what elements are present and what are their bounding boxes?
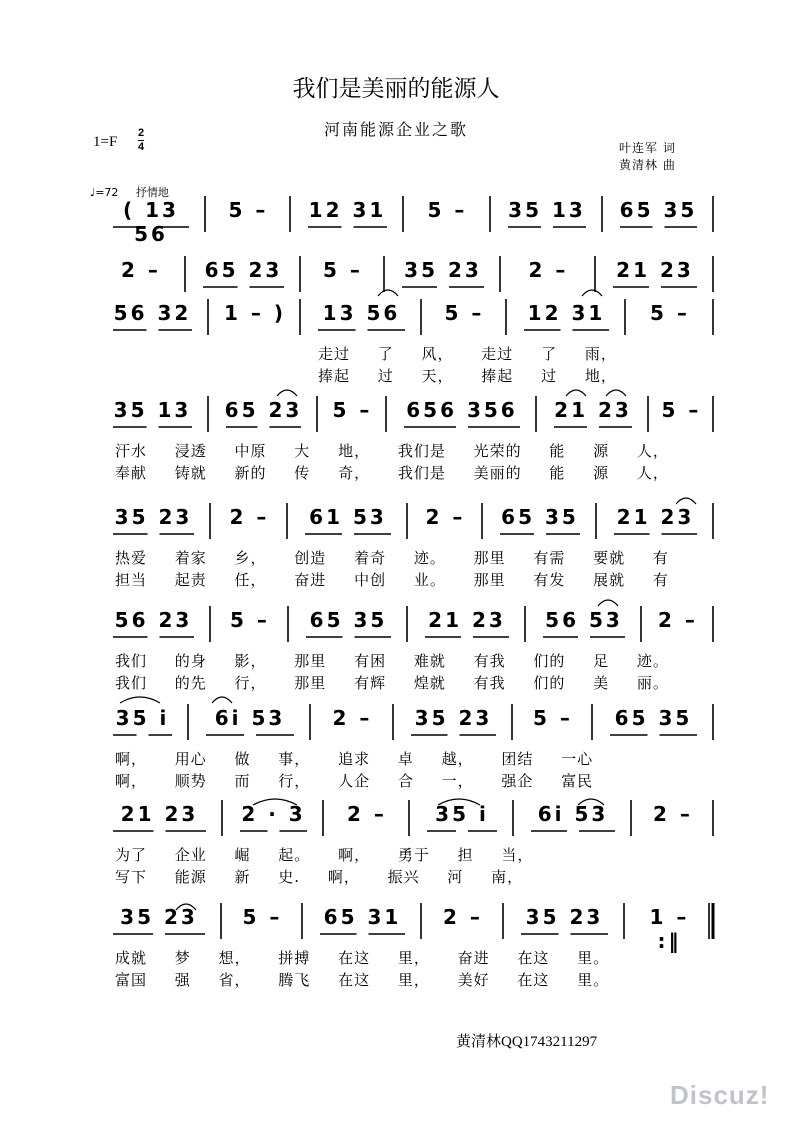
measure: 5 – <box>650 301 690 325</box>
measure: 65 35 <box>614 706 693 730</box>
measure: 2 – <box>229 505 270 529</box>
measure: 2 – <box>653 802 693 826</box>
lyric-line-1: 我们 的身 影， 那里 有困 难就 有我 们的 足 迹。 <box>115 652 669 670</box>
measure: 2 – <box>443 905 483 929</box>
lyric-line-1: 热爱 着家 乡， 创造 着奇 迹。 那里 有需 要就 有 <box>115 549 669 567</box>
lyricist-credit: 叶连军 词 <box>619 141 676 155</box>
tempo-value: ♩=72 <box>90 186 119 199</box>
measure: 65 35 <box>619 198 698 222</box>
measure: 1 – ) <box>224 301 286 325</box>
song-title: 我们是美丽的能源人 <box>292 76 500 102</box>
measure: 2 – <box>528 258 569 282</box>
mood-marking: 抒情地 <box>135 186 169 199</box>
lyric-line-2: 啊， 顺势 而 行， 人企 合 一， 强企 富民 <box>115 772 594 790</box>
key-signature: 1=F <box>93 134 118 150</box>
measure: 65 35 <box>501 505 579 529</box>
measure: 21 23 <box>120 802 199 826</box>
time-bottom: 4 <box>138 141 145 153</box>
watermark: Discuz! <box>670 1080 770 1110</box>
measure: 35 23 <box>120 905 198 929</box>
measure: 61 53 <box>309 505 387 529</box>
measure: 656 356 <box>406 398 518 422</box>
measure: 65 23 <box>224 398 303 422</box>
measure: 35 23 <box>525 905 604 929</box>
measure: 5 – <box>323 258 363 282</box>
lyric-line-2: 奉献 铸就 新的 传 奇， 我们是 美丽的 能 源 人， <box>115 464 669 482</box>
measure: 12 31 <box>308 198 387 222</box>
time-top: 2 <box>138 127 145 139</box>
lyric-line-1: 走过 了 风， 走过 了 雨， <box>318 345 617 363</box>
measure: 6i 53 <box>537 802 609 826</box>
measure: 65 31 <box>323 905 402 929</box>
measure: 21 23 <box>554 398 632 422</box>
measure: 13 56 <box>322 301 401 325</box>
measure: 2 – <box>121 258 161 282</box>
lyric-line-1: 成就 梦 想， 拼搏 在这 里， 奋进 在这 里。 <box>115 949 610 967</box>
measure: 2 – <box>425 505 466 529</box>
measure: 35 i <box>435 802 489 826</box>
measure: 35 i <box>115 706 170 730</box>
measure: 65 35 <box>309 608 388 632</box>
composer-credit: 黄清林 曲 <box>619 158 676 172</box>
measure: 5 – <box>228 198 269 222</box>
measure: 35 23 <box>114 505 193 529</box>
measure: 35 13 <box>113 398 192 422</box>
measure: 2 – <box>332 706 373 730</box>
measure: 35 13 <box>508 198 586 222</box>
measure: 21 23 <box>616 258 694 282</box>
measure: ( 13 56 <box>123 198 179 246</box>
measure: 56 53 <box>545 608 623 632</box>
measure: 5 – <box>230 608 270 632</box>
measure: 2 – <box>347 802 387 826</box>
measure: 12 31 <box>527 301 606 325</box>
lyric-line-2: 担当 起责 任， 奋进 中创 业。 那里 有发 展就 有 <box>115 571 669 589</box>
measure: 5 – <box>661 398 702 422</box>
measure: 2 – <box>658 608 698 632</box>
signature: 黄清林QQ1743211297 <box>456 1034 598 1050</box>
measure: 65 23 <box>204 258 283 282</box>
lyric-line-1: 啊， 用心 做 事， 追求 卓 越， 团结 一心 <box>115 750 594 768</box>
lyric-line-2: 我们 的先 行， 那里 有辉 煌就 有我 们的 美 丽。 <box>115 674 669 692</box>
measure: 1 – :‖ <box>649 905 690 953</box>
lyric-line-1: 汗水 浸透 中原 大 地， 我们是 光荣的 能 源 人， <box>115 442 669 460</box>
measure: 5 – <box>533 706 573 730</box>
lyric-line-2: 富国 强 省， 腾飞 在这 里， 美好 在这 里。 <box>115 971 610 989</box>
measure: 5 – <box>444 301 485 325</box>
measure: 6i 53 <box>214 706 286 730</box>
measure: 5 – <box>427 198 468 222</box>
measure: 21 23 <box>428 608 506 632</box>
measure: 56 23 <box>114 608 193 632</box>
measure: 21 23 <box>616 505 695 529</box>
lyric-line-1: 为了 企业 崛 起。 啊， 勇于 担 当， <box>115 846 534 864</box>
lyric-line-2: 捧起 过 天， 捧起 过 地， <box>318 367 617 385</box>
measure: 35 23 <box>404 258 482 282</box>
measure: 35 23 <box>414 706 493 730</box>
lyric-line-2: 写下 能源 新 史. 啊， 振兴 河 南， <box>115 868 524 886</box>
measure: 56 32 <box>113 301 192 325</box>
measure: 5 – <box>242 905 283 929</box>
song-subtitle: 河南能源企业之歌 <box>323 120 468 139</box>
measure: 2 · 3 <box>241 802 306 826</box>
measure: 5 – <box>332 398 373 422</box>
